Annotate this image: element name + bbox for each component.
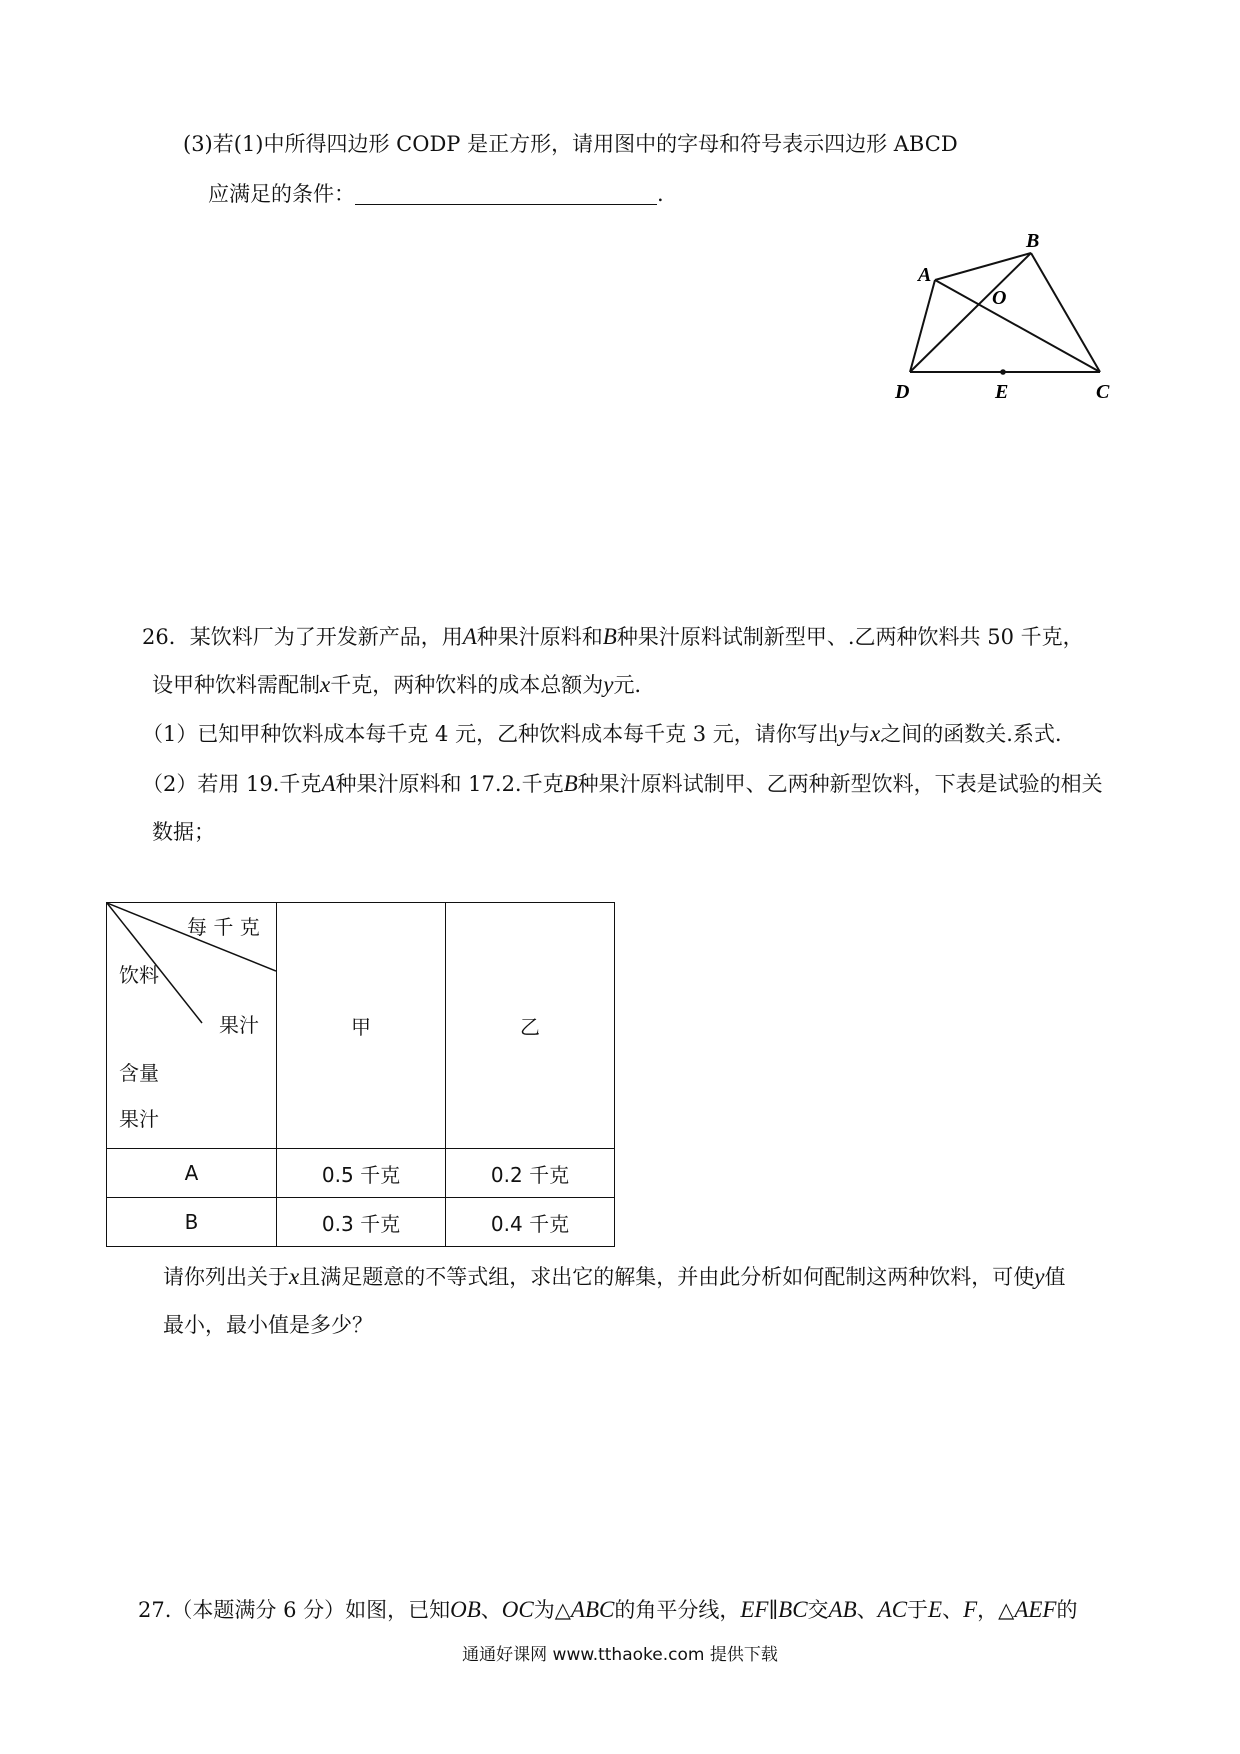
q26-line2 [152,673,641,696]
q26-text: 26．某饮料厂为了开发新产品，用 [142,625,463,649]
label-e: E [995,381,1009,403]
q27-text: 、 [480,1598,502,1622]
q26-text: 设甲种饮料需配制 [152,673,320,697]
table-row [107,1198,615,1247]
q26-text: （2）若用 19.千克 [142,772,322,796]
q26-text: 种果汁原料和 17.2.千克 [335,772,564,796]
table-cell: 0.2 千克 [446,1149,615,1198]
q26-question-line2: 最小，最小值是多少？ [163,1313,373,1337]
row-label: A [107,1149,277,1198]
q26-text: 请你列出关于 [163,1265,289,1289]
header-juice: 果汁 [219,1013,259,1037]
q26-part2-cont: 数据； [152,820,215,844]
var-y: y [603,672,614,697]
var-abc: ABC [570,1597,615,1622]
var-b: B [563,771,578,796]
var-y: y [1034,1264,1045,1289]
q26-text: 与 [849,722,870,746]
header-drink: 饮料 [119,963,159,987]
var-x: x [289,1264,300,1289]
var-oc: OC [501,1597,534,1622]
table-cell: 0.5 千克 [277,1149,446,1198]
table-row [107,1149,615,1198]
page-footer: 通通好课网 www.tthaoke.com 提供下载 [462,1645,778,1665]
q26-text: 种果汁原料试制新型甲、.乙两种饮料共 50 千克， [616,625,1084,649]
var-e: E [928,1597,943,1622]
q27-text: 的角平分线， [614,1598,741,1622]
q26-text: （1）已知甲种饮料成本每千克 4 元，乙种饮料成本每千克 3 元，请你写出 [142,722,839,746]
q27-text: 27.（本题满分 6 分）如图，已知 [138,1598,451,1622]
q27-text: 交 [807,1598,829,1622]
var-bc: BC [778,1597,808,1622]
var-ab: AB [828,1597,857,1622]
var-ob: OB [450,1597,481,1622]
table-cell: 0.4 千克 [446,1198,615,1247]
header-per-kg: 每 千 克 [187,915,260,939]
q27-text: 于 [907,1598,929,1622]
q25-part3-line1: (3)若(1)中所得四边形 CODP 是正方形，请用图中的字母和符号表示四边形 ABCD [183,132,958,156]
var-y: y [838,721,849,746]
label-o: O [992,287,1007,309]
var-x: x [320,672,331,697]
header-juice-2: 果汁 [119,1107,159,1131]
quadrilateral-figure [880,225,1120,405]
q25-period: . [657,182,664,206]
edge-bc [1031,253,1100,372]
var-a: A [321,771,336,796]
label-b: B [1026,230,1040,252]
edge-da [910,280,935,372]
q27-text: 、 [942,1598,964,1622]
label-c: C [1096,381,1110,403]
var-f: F [963,1597,978,1622]
q26-question-line1 [163,1265,1065,1288]
q26-part2 [142,772,1103,795]
var-x: x [870,721,881,746]
q27-text: ∥ [768,1598,779,1622]
column-header-jia: 甲 [277,903,446,1149]
q26-line1 [142,625,1084,648]
q27-text: 为△ [533,1598,571,1622]
q27-text: 的 [1056,1598,1078,1622]
var-b: B [602,624,617,649]
header-content: 含量 [119,1061,159,1085]
juice-content-table [106,902,615,1247]
diagonal-ac [935,280,1100,372]
var-ef: EF [740,1597,769,1622]
diagonal-header-cell [107,903,277,1149]
point-e-dot [1000,369,1006,375]
label-a: A [918,264,932,286]
answer-blank[interactable] [355,184,657,205]
label-d: D [895,381,910,403]
table-cell: 0.3 千克 [277,1198,446,1247]
q26-text: 值 [1044,1265,1066,1289]
row-label: B [107,1198,277,1247]
var-aef: AEF [1014,1597,1057,1622]
q27-text: ，△ [977,1598,1015,1622]
q26-text: 种果汁原料和 [476,625,603,649]
q27-text: 、 [856,1598,878,1622]
q26-text: 千克，两种饮料的成本总额为 [330,673,604,697]
q26-text: 且满足题意的不等式组，求出它的解集，并由此分析如何配制这两种饮料，可使 [299,1265,1035,1289]
q26-text: 种果汁原料试制甲、乙两种新型饮料，下表是试验的相关 [577,772,1103,796]
q26-part1 [142,722,1062,745]
q25-part3-line2 [208,184,664,205]
column-header-yi: 乙 [446,903,615,1149]
q27-line1 [138,1598,1077,1621]
q26-text: 之间的函数关.系式. [880,722,1062,746]
q26-text: 元. [613,673,642,697]
var-ac: AC [877,1597,908,1622]
var-a: A [462,624,477,649]
q25-condition-label: 应满足的条件： [208,182,355,206]
